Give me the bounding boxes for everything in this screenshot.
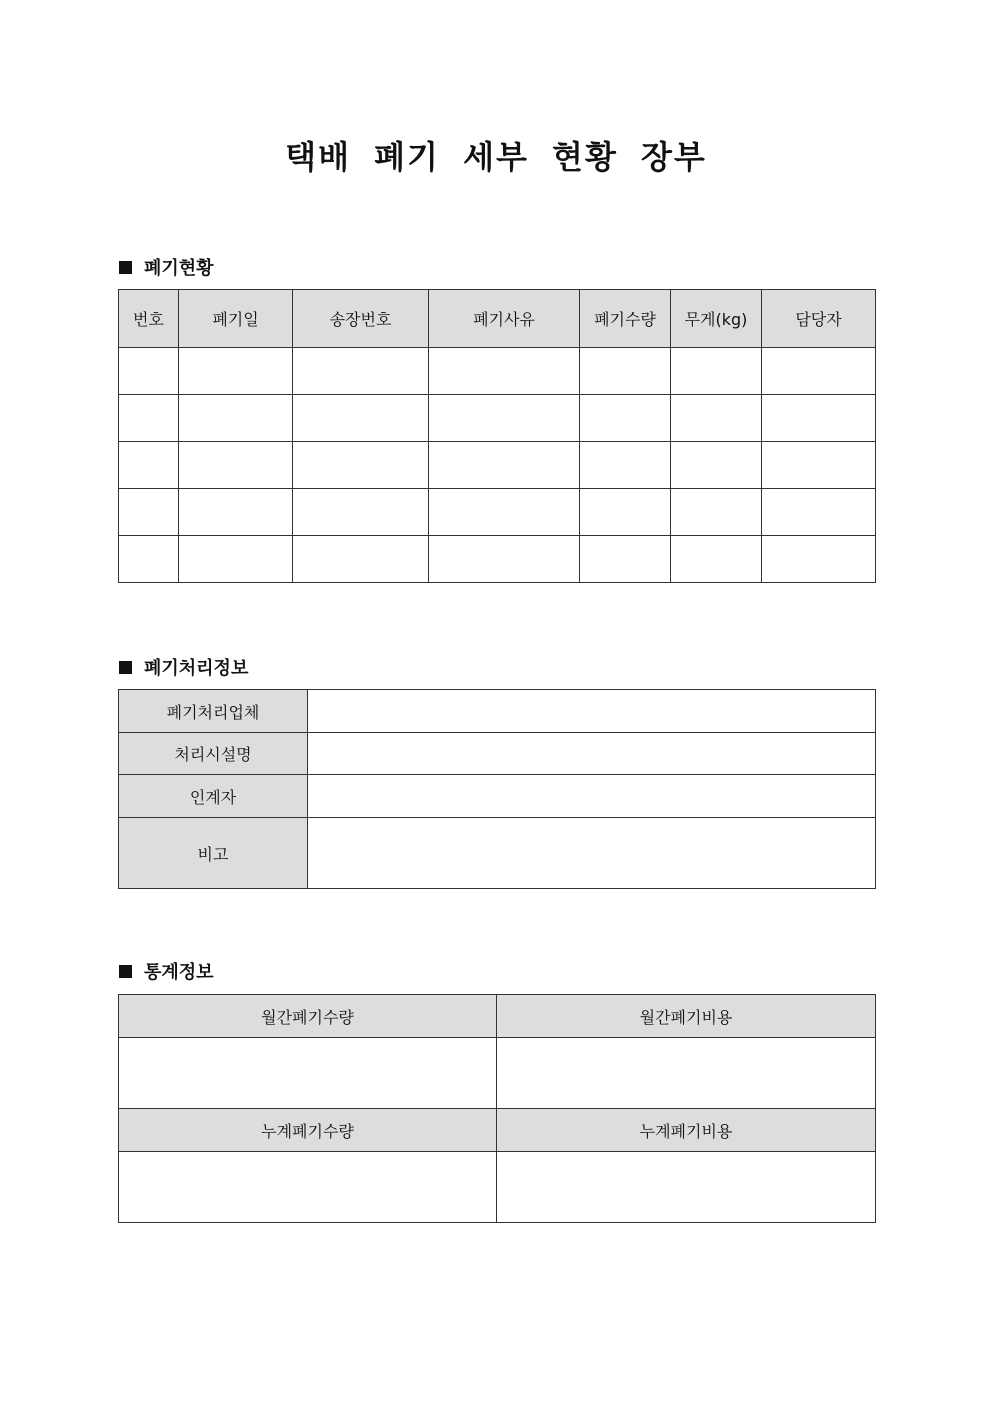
section-heading-status	[119, 254, 214, 280]
black-square-icon	[119, 965, 132, 978]
table-row	[119, 489, 876, 536]
row-label-handover-person: 인계자	[119, 775, 308, 818]
row-label-disposal-company: 폐기처리업체	[119, 690, 308, 733]
disposal-processing-table	[118, 689, 876, 889]
table-cell[interactable]	[580, 536, 671, 583]
statistics-table	[118, 994, 876, 1223]
table-cell[interactable]	[671, 536, 762, 583]
table-cell[interactable]	[119, 395, 179, 442]
column-header-disposal-reason: 폐기사유	[429, 290, 580, 348]
table-cell[interactable]	[762, 536, 876, 583]
table-cell[interactable]	[762, 395, 876, 442]
black-square-icon	[119, 661, 132, 674]
label-cumulative-quantity: 누계폐기수량	[119, 1109, 497, 1152]
column-header-disposal-quantity: 폐기수량	[580, 290, 671, 348]
facility-name-value[interactable]	[308, 733, 876, 775]
column-header-manager: 담당자	[762, 290, 876, 348]
label-monthly-quantity: 월간폐기수량	[119, 995, 497, 1038]
table-cell[interactable]	[293, 489, 429, 536]
table-cell[interactable]	[429, 395, 580, 442]
table-cell[interactable]	[119, 536, 179, 583]
table-cell[interactable]	[293, 348, 429, 395]
table-cell[interactable]	[671, 489, 762, 536]
table-cell[interactable]	[429, 442, 580, 489]
column-header-invoice-number: 송장번호	[293, 290, 429, 348]
black-square-icon	[119, 261, 132, 274]
table-cell[interactable]	[293, 395, 429, 442]
table-row	[119, 536, 876, 583]
handover-person-value[interactable]	[308, 775, 876, 818]
table-cell[interactable]	[671, 395, 762, 442]
table-cell[interactable]	[119, 489, 179, 536]
monthly-cost-value[interactable]	[497, 1038, 876, 1109]
table-cell[interactable]	[119, 442, 179, 489]
table-cell[interactable]	[179, 489, 293, 536]
cumulative-cost-value[interactable]	[497, 1152, 876, 1223]
section-heading-statistics	[119, 958, 214, 984]
table-cell[interactable]	[293, 442, 429, 489]
table-cell[interactable]	[179, 442, 293, 489]
section-heading-label: 폐기현황	[144, 258, 214, 279]
table-cell[interactable]	[179, 348, 293, 395]
table-cell[interactable]	[179, 395, 293, 442]
table-cell[interactable]	[762, 442, 876, 489]
document-title: 택배 폐기 세부 현황 장부	[285, 138, 707, 176]
cumulative-quantity-value[interactable]	[119, 1152, 497, 1223]
table-cell[interactable]	[580, 442, 671, 489]
table-cell[interactable]	[580, 348, 671, 395]
table-row	[119, 442, 876, 489]
table-cell[interactable]	[429, 536, 580, 583]
column-header-disposal-date: 폐기일	[179, 290, 293, 348]
section-heading-processing	[119, 654, 248, 680]
section-heading-label: 통계정보	[144, 962, 214, 983]
table-cell[interactable]	[762, 489, 876, 536]
monthly-quantity-value[interactable]	[119, 1038, 497, 1109]
table-cell[interactable]	[119, 348, 179, 395]
row-label-remarks: 비고	[119, 818, 308, 889]
disposal-status-table	[118, 289, 876, 583]
disposal-company-value[interactable]	[308, 690, 876, 733]
label-cumulative-cost: 누계폐기비용	[497, 1109, 876, 1152]
row-label-facility-name: 처리시설명	[119, 733, 308, 775]
table-cell[interactable]	[429, 348, 580, 395]
table-row	[119, 348, 876, 395]
table-cell[interactable]	[293, 536, 429, 583]
column-header-number: 번호	[119, 290, 179, 348]
table-cell[interactable]	[671, 442, 762, 489]
table-cell[interactable]	[762, 348, 876, 395]
remarks-value[interactable]	[308, 818, 876, 889]
table-cell[interactable]	[179, 536, 293, 583]
table-cell[interactable]	[580, 395, 671, 442]
column-header-weight: 무게(kg)	[671, 290, 762, 348]
table-row	[119, 395, 876, 442]
table-cell[interactable]	[580, 489, 671, 536]
table-cell[interactable]	[671, 348, 762, 395]
label-monthly-cost: 월간폐기비용	[497, 995, 876, 1038]
section-heading-label: 폐기처리정보	[144, 658, 249, 679]
table-cell[interactable]	[429, 489, 580, 536]
